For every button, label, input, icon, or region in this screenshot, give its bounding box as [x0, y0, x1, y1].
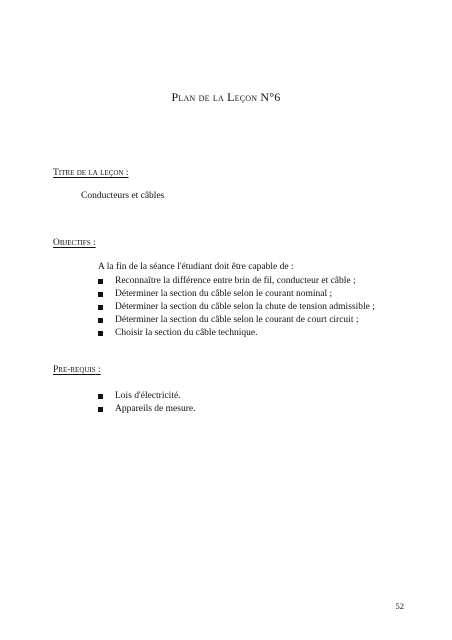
- list-item: [98, 403, 195, 416]
- section-heading-prerequis: [53, 365, 101, 375]
- list-item: [98, 390, 195, 403]
- section-heading-objectifs-label: Objectifs: [53, 238, 91, 248]
- page-title: Plan de la Leçon N°6: [171, 90, 281, 104]
- section-heading-prerequis-colon: :: [95, 365, 101, 375]
- square-bullet-icon: [98, 292, 103, 297]
- list-item: [98, 314, 375, 327]
- list-item-text: Lois d'électricité.: [115, 391, 181, 401]
- list-item-text: Déterminer la section du câble selon la chute de tension admissible ;: [115, 302, 375, 312]
- lesson-title-value: Conducteurs et câbles: [81, 191, 165, 201]
- list-item-text: Déterminer la section du câble selon le courant de court circuit ;: [115, 315, 359, 325]
- square-bullet-icon: [98, 407, 103, 412]
- list-item-text: Choisir la section du câble technique.: [115, 328, 258, 338]
- section-heading-prerequis-label: Pre-requis: [53, 365, 96, 375]
- list-item: [98, 275, 375, 288]
- objectives-intro: A la fin de la séance l'étudiant doit être capable de :: [98, 262, 294, 272]
- list-item-text: Déterminer la section du câble selon le courant nominal ;: [115, 289, 333, 299]
- page-number: 52: [395, 601, 404, 611]
- list-item: [98, 288, 375, 301]
- square-bullet-icon: [98, 394, 103, 399]
- section-heading-titre-colon: :: [123, 168, 129, 178]
- list-item-text: Appareils de mesure.: [115, 404, 196, 414]
- section-heading-objectifs: [53, 238, 96, 248]
- section-heading-objectifs-colon: :: [90, 238, 96, 248]
- section-heading-titre-label: Titre de la leçon: [53, 168, 124, 178]
- objectives-list: [98, 275, 375, 340]
- prerequisites-list: [98, 390, 195, 416]
- square-bullet-icon: [98, 318, 103, 323]
- square-bullet-icon: [98, 279, 103, 284]
- list-item: [98, 301, 375, 314]
- list-item: [98, 327, 375, 340]
- square-bullet-icon: [98, 331, 103, 336]
- list-item-text: Reconnaître la différence entre brin de fil, conducteur et câble ;: [115, 276, 356, 286]
- square-bullet-icon: [98, 305, 103, 310]
- section-heading-titre: [53, 168, 129, 178]
